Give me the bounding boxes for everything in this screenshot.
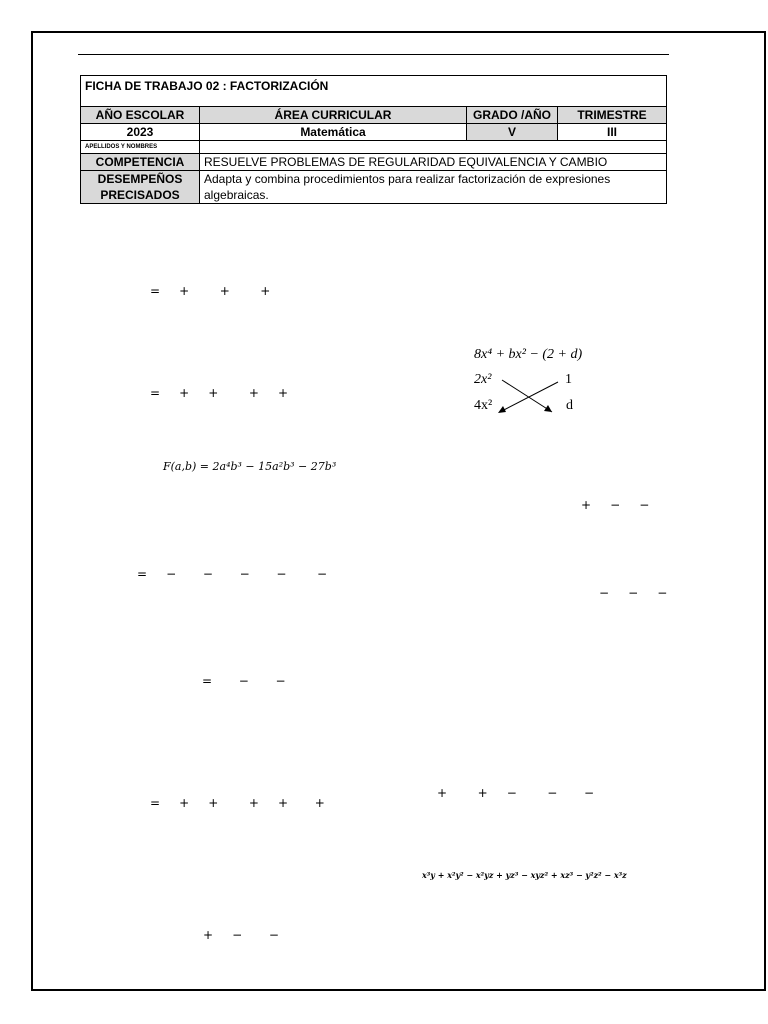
col-area-curricular: ÁREA CURRICULAR [200, 107, 467, 124]
apellidos-field[interactable] [200, 141, 667, 154]
exercise-4-operators: = − − [202, 674, 286, 688]
desempenos-line1: Adapta y combina procedimientos para realizar factorización de expresiones [204, 172, 611, 186]
header-table [80, 75, 667, 204]
exercise-6-operators: + − − [203, 928, 279, 942]
area-value: Matemática [200, 124, 467, 141]
apellidos-label: APELLIDOS Y NOMBRES [81, 141, 200, 154]
aspa-expression: 8x⁴ + bx² − (2 + d) [474, 347, 583, 362]
right-operators-1: + − − [581, 498, 650, 512]
competencia-label: COMPETENCIA [81, 154, 200, 171]
competencia-value: RESUELVE PROBLEMAS DE REGULARIDAD EQUIVALENCIA Y CAMBIO [200, 154, 667, 171]
aspa-left-1: 2x² [474, 372, 492, 387]
aspa-left-2: 4x² [474, 398, 493, 413]
exercise-1-operators: = + + + [150, 284, 271, 298]
worksheet-title: FICHA DE TRABAJO 02 : FACTORIZACIÓN [81, 76, 667, 107]
aspa-right-2: d [566, 398, 573, 413]
right-operators-2: − − − [599, 586, 668, 600]
exercise-5-operators: = + + + + + [150, 796, 325, 810]
desempenos-line2: algebraicas. [204, 188, 269, 202]
aspa-right-1: 1 [565, 372, 572, 387]
anio-value: 2023 [81, 124, 200, 141]
desempenos-label [81, 171, 200, 204]
desempenos-label-line1: DESEMPEÑOS [97, 172, 183, 186]
exercise-3-operators: = − − − − − [137, 567, 328, 581]
desempenos-value [200, 171, 667, 204]
col-trimestre: TRIMESTRE [558, 107, 667, 124]
exercise-2-operators: = + + + + [150, 386, 289, 400]
top-rule [78, 54, 669, 55]
desempenos-label-line2: PRECISADOS [100, 188, 180, 202]
col-anio-escolar: AÑO ESCOLAR [81, 107, 200, 124]
middle-operators: + + − − − [437, 786, 595, 800]
aspa-cross-arrows [490, 372, 570, 416]
trimestre-value: III [558, 124, 667, 141]
function-expression: F(a,b) = 2a⁴b³ − 15a²b³ − 27b³ [163, 460, 337, 473]
col-grado: GRADO /AÑO [467, 107, 558, 124]
grado-value: V [467, 124, 558, 141]
long-polynomial: x³y + x²y² − x²yz + yz³ − xyz² + xz³ − y²z² − x³z [422, 870, 627, 880]
